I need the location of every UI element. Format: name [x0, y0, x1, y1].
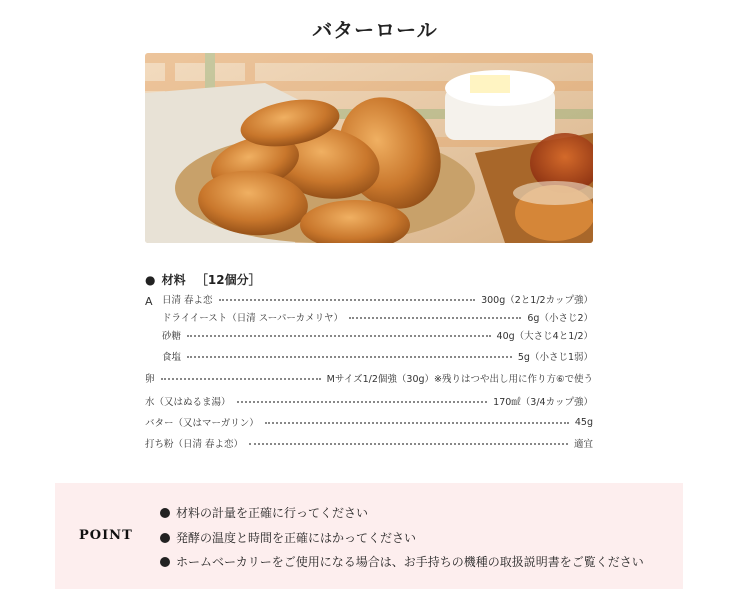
ingredient-name: 砂糖 [162, 331, 182, 342]
bullet-icon [160, 557, 170, 567]
point-label: POINT [79, 528, 133, 543]
group-a-label: A [145, 295, 153, 308]
ingredient-amount: 5g（小さじ1弱） [517, 352, 593, 363]
ingredient-amount: 6g（小さじ2） [527, 313, 593, 324]
ingredient-name: 水（又はぬるま湯） [145, 397, 231, 408]
point-item [160, 529, 416, 546]
ingredient-name: 日清 春よ恋 [162, 295, 213, 306]
point-item [160, 553, 644, 570]
ingredient-row [145, 414, 593, 430]
bullet-icon: ● [145, 273, 156, 287]
ingredient-row [162, 327, 593, 343]
ingredient-row [162, 291, 593, 307]
leader-dots [249, 443, 568, 445]
leader-dots [349, 317, 521, 319]
ingredient-amount: 40g（大さじ4と1/2） [496, 331, 593, 342]
ingredient-row [145, 370, 593, 386]
ingredient-amount: 45g [574, 416, 593, 428]
ingredient-amount: 170㎖（3/4カップ強） [493, 397, 593, 408]
leader-dots [237, 401, 488, 403]
servings-label: ［12個分］ [195, 273, 261, 287]
leader-dots [265, 422, 569, 424]
ingredient-name: 卵 [145, 374, 155, 385]
ingredient-name: 食塩 [162, 352, 182, 363]
ingredient-row [162, 348, 593, 364]
ingredient-row [145, 393, 593, 409]
point-text: 材料の計量を正確に行ってください [176, 506, 369, 520]
point-text: ホームベーカリーをご使用になる場合は、お手持ちの機種の取扱説明書をご覧ください [176, 555, 644, 569]
ingredient-name: 打ち粉（日清 春よ恋） [145, 439, 244, 450]
ingredient-row [162, 309, 593, 325]
ingredients-title: 材料 [161, 273, 186, 287]
leader-dots [219, 299, 476, 301]
ingredients-heading [145, 271, 261, 288]
butter-rolls-photo [145, 53, 593, 243]
ingredient-amount: Mサイズ1/2個強（30g）※残りはつや出し用に作り方⑥で使う [326, 374, 593, 385]
recipe-title: バターロール [312, 18, 438, 42]
ingredient-name: ドライイースト（日清 スーパーカメリヤ） [162, 313, 343, 324]
leader-dots [187, 356, 512, 358]
bullet-icon [160, 533, 170, 543]
ingredient-amount: 300g（2と1/2カップ強） [481, 295, 593, 306]
ingredient-row [145, 435, 593, 451]
leader-dots [187, 335, 491, 337]
bullet-icon [160, 508, 170, 518]
point-text: 発酵の温度と時間を正確にはかってください [176, 531, 417, 545]
leader-dots [161, 378, 321, 380]
ingredient-amount: 適宜 [573, 439, 593, 450]
ingredient-name: バター（又はマーガリン） [145, 418, 259, 429]
point-item [160, 504, 368, 521]
point-box [55, 483, 683, 589]
